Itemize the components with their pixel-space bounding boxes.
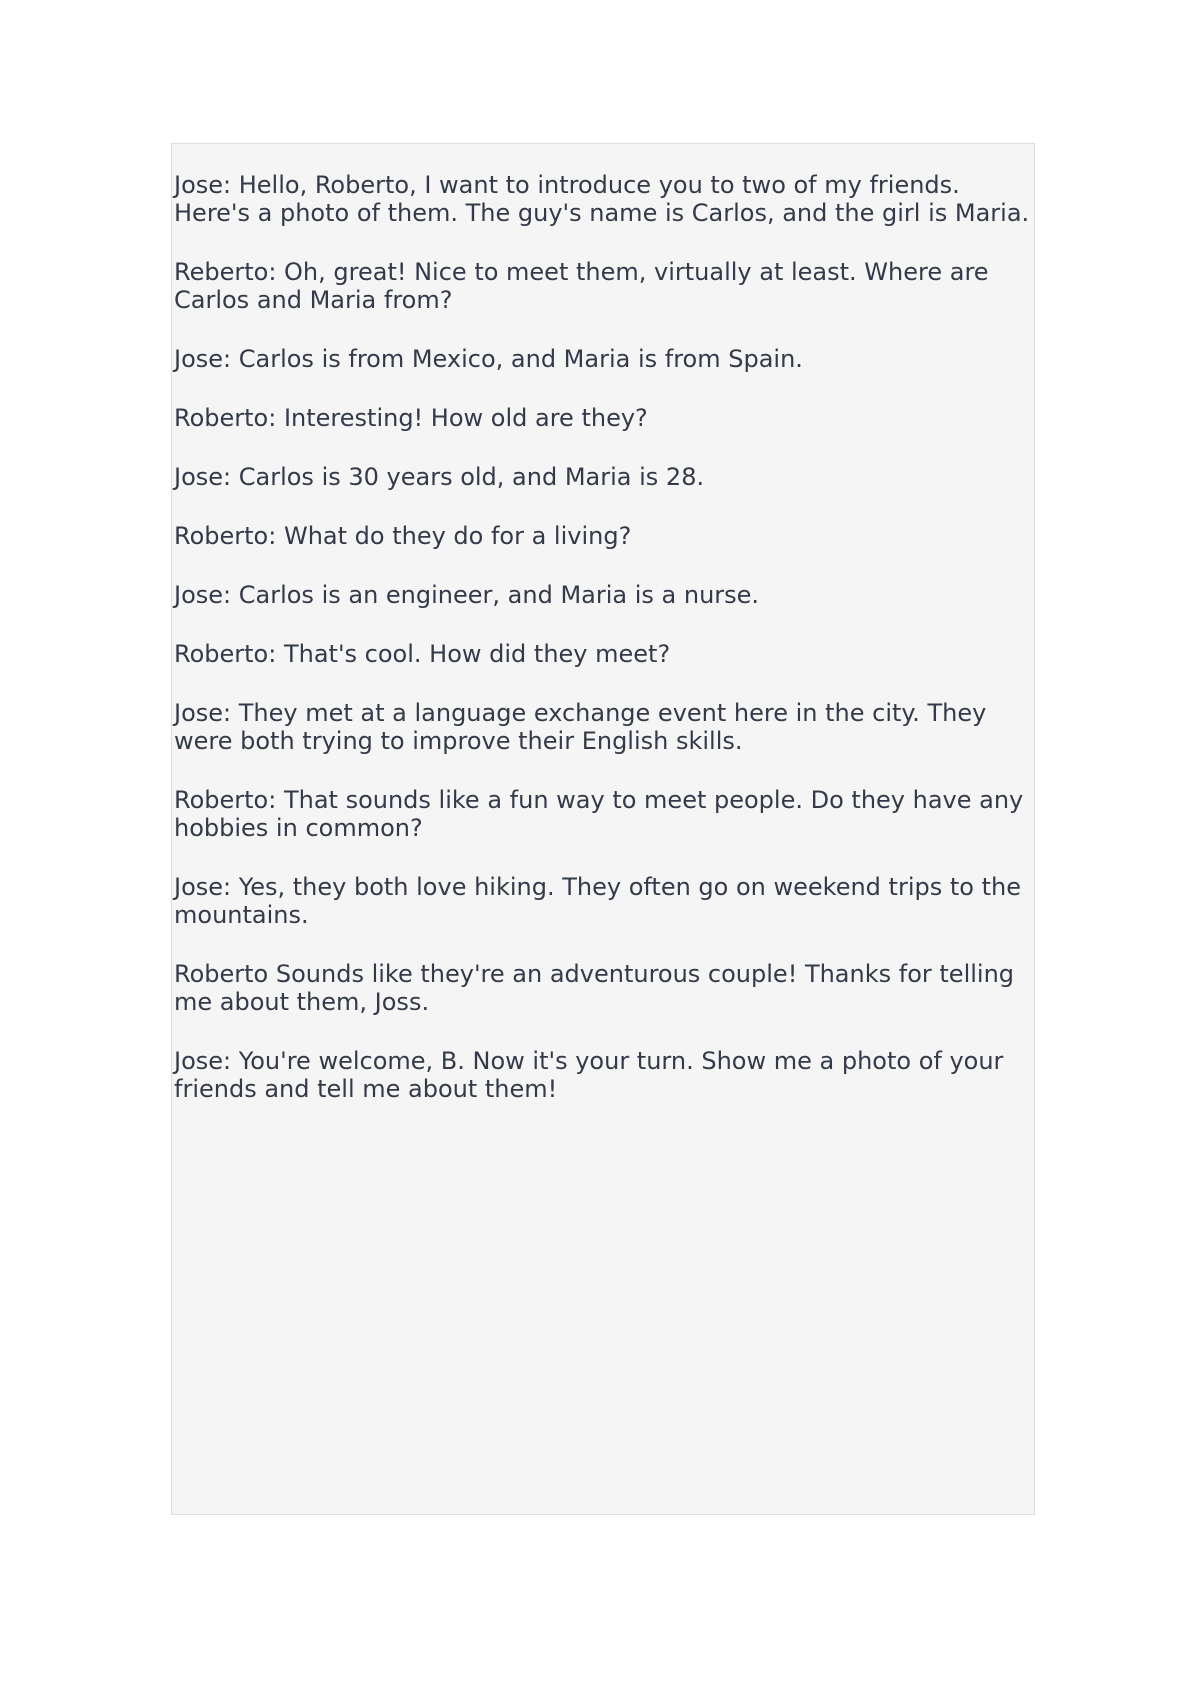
dialogue-line: Jose: Hello, Roberto, I want to introduce you to two of my friends. Here's a photo of them. The guy's name is Carlos, and the girl is Maria.: [174, 171, 1030, 227]
dialogue-line: Reberto: Oh, great! Nice to meet them, virtually at least. Where are Carlos and Maria from?: [174, 258, 989, 314]
dialogue-line: Jose: Carlos is from Mexico, and Maria is from Spain.: [174, 345, 803, 373]
dialogue-line: Jose: You're welcome, B. Now it's your turn. Show me a photo of your friends and tell me about them!: [174, 1047, 1004, 1103]
dialogue-line: Roberto: That sounds like a fun way to meet people. Do they have any hobbies in common?: [174, 786, 1024, 842]
dialogue-box: [171, 143, 1035, 1515]
dialogue-line: Roberto: That's cool. How did they meet?: [174, 640, 671, 668]
dialogue-line: Jose: Carlos is 30 years old, and Maria is 28.: [174, 463, 705, 491]
dialogue-line: Roberto: What do they do for a living?: [174, 522, 632, 550]
dialogue-line: Jose: Carlos is an engineer, and Maria is a nurse.: [174, 581, 760, 609]
dialogue-line: Jose: They met at a language exchange event here in the city. They were both trying to improve their English skills.: [174, 699, 987, 755]
dialogue-line: Jose: Yes, they both love hiking. They often go on weekend trips to the mountains.: [174, 873, 1021, 929]
dialogue-line: Roberto: Interesting! How old are they?: [174, 404, 648, 432]
dialogue-line: Roberto Sounds like they're an adventurous couple! Thanks for telling me about them, Joss.: [174, 960, 1015, 1016]
